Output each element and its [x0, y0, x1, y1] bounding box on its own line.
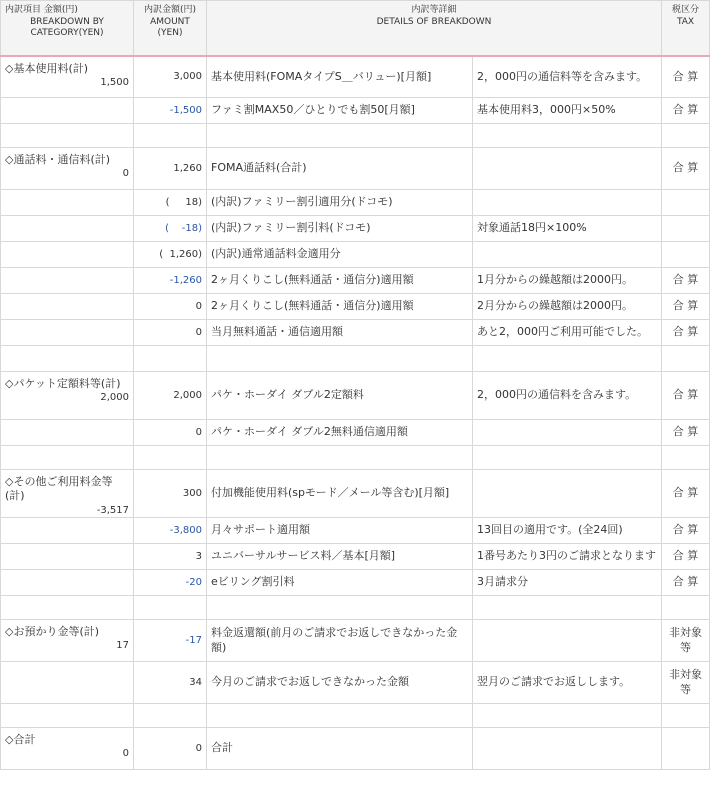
- blank-cell: [473, 446, 662, 470]
- detail-cell: 月々サポート適用額: [207, 518, 473, 544]
- blank-cell: [1, 596, 134, 620]
- category-cell: [1, 148, 134, 190]
- detail-note-cell: 1番号あたり3円のご請求となります: [473, 544, 662, 570]
- tax-cell: 合 算: [662, 470, 710, 518]
- spacer-row: [1, 346, 710, 372]
- header-amount-line: 内訳金額(円): [143, 5, 197, 15]
- amount-cell: 0: [134, 728, 207, 770]
- category-total: 0: [122, 168, 129, 180]
- header-category-line: 内訳項目 金額(円): [5, 5, 78, 15]
- blank-cell: [1, 446, 134, 470]
- blank-cell: [207, 704, 473, 728]
- detail-cell: 2ヶ月くりこし(無料通話・通信分)適用額: [207, 294, 473, 320]
- tax-cell: 合 算: [662, 56, 710, 98]
- header-amount-line: (YEN): [157, 28, 183, 39]
- blank-cell: [207, 346, 473, 372]
- category-cell: [1, 56, 134, 98]
- spacer-row: [1, 446, 710, 470]
- category-total: 1,500: [100, 76, 129, 88]
- tax-cell: 合 算: [662, 518, 710, 544]
- amount-cell: -3,800: [134, 518, 207, 544]
- table-header-row: [1, 1, 710, 56]
- category-cell: [1, 294, 134, 320]
- amount-cell: -20: [134, 570, 207, 596]
- blank-cell: [1, 704, 134, 728]
- category-cell: [1, 420, 134, 446]
- table-row: [1, 518, 710, 544]
- detail-note-cell: [473, 470, 662, 518]
- amount-cell: 1,260: [134, 148, 207, 190]
- table-row: [1, 420, 710, 446]
- category-total: 0: [122, 748, 129, 760]
- table-row: [1, 320, 710, 346]
- blank-cell: [473, 346, 662, 372]
- table-row: [1, 148, 710, 190]
- detail-note-cell: 13回目の適用です。(全24回): [473, 518, 662, 544]
- blank-cell: [1, 124, 134, 148]
- detail-cell: 当月無料通話・通信適用額: [207, 320, 473, 346]
- category-label: ◇基本使用料(計): [5, 61, 89, 75]
- table-row: [1, 268, 710, 294]
- blank-cell: [662, 704, 710, 728]
- blank-cell: [473, 596, 662, 620]
- tax-cell: 非対象等: [662, 620, 710, 662]
- detail-note-cell: あと2，000円ご利用可能でした。: [473, 320, 662, 346]
- detail-note-cell: 2月分からの繰越額は2000円。: [473, 294, 662, 320]
- detail-note-cell: 3月請求分: [473, 570, 662, 596]
- blank-cell: [134, 596, 207, 620]
- category-label: ◇パケット定額料等(計): [5, 377, 121, 390]
- blank-cell: [1, 346, 134, 372]
- tax-cell: 非対象等: [662, 662, 710, 704]
- tax-cell: 合 算: [662, 268, 710, 294]
- tax-cell: [662, 216, 710, 242]
- category-cell: [1, 372, 134, 420]
- tax-cell: 合 算: [662, 372, 710, 420]
- blank-cell: [134, 346, 207, 372]
- category-label: ◇合計: [5, 733, 36, 746]
- category-total: -3,517: [96, 504, 129, 516]
- detail-cell: 今月のご請求でお返しできなかった金額: [207, 662, 473, 704]
- table-row: [1, 56, 710, 98]
- detail-note-cell: 基本使用料3，000円×50%: [473, 98, 662, 124]
- detail-cell: FOMA通話料(合計): [207, 148, 473, 190]
- amount-cell: -1,260: [134, 268, 207, 294]
- category-label: ◇通話料・通信料(計): [5, 153, 111, 166]
- spacer-row: [1, 124, 710, 148]
- table-row: [1, 372, 710, 420]
- header-tax: [662, 1, 710, 56]
- amount-cell: -1,500: [134, 98, 207, 124]
- blank-cell: [662, 124, 710, 148]
- category-cell: [1, 320, 134, 346]
- table-row: [1, 728, 710, 770]
- amount-cell: 0: [134, 294, 207, 320]
- blank-cell: [662, 596, 710, 620]
- header-tax-line: TAX: [676, 16, 695, 27]
- amount-cell: 0: [134, 420, 207, 446]
- detail-cell: 料金返還額(前月のご請求でお返しできなかった金額): [207, 620, 473, 662]
- spacer-row: [1, 704, 710, 728]
- header-detail-line: 内訳等詳細: [411, 5, 457, 15]
- amount-cell: ( 1,260): [134, 242, 207, 268]
- detail-cell: (内訳)通常通話料金適用分: [207, 242, 473, 268]
- category-label: ◇お預かり金等(計): [5, 625, 100, 638]
- blank-cell: [662, 346, 710, 372]
- blank-cell: [207, 124, 473, 148]
- detail-note-cell: 翌月のご請求でお返しします。: [473, 662, 662, 704]
- amount-cell: ( 18): [134, 190, 207, 216]
- detail-cell: 付加機能使用料(spモード／メール等含む)[月額]: [207, 470, 473, 518]
- tax-cell: [662, 190, 710, 216]
- category-cell: [1, 570, 134, 596]
- tax-cell: 合 算: [662, 420, 710, 446]
- tax-cell: [662, 242, 710, 268]
- blank-cell: [473, 704, 662, 728]
- tax-cell: 合 算: [662, 98, 710, 124]
- category-cell: [1, 620, 134, 662]
- tax-cell: [662, 728, 710, 770]
- category-cell: [1, 544, 134, 570]
- detail-note-cell: [473, 242, 662, 268]
- header-amount: [134, 1, 207, 56]
- blank-cell: [473, 124, 662, 148]
- detail-note-cell: 対象通話18円×100%: [473, 216, 662, 242]
- detail-note-cell: [473, 620, 662, 662]
- category-total: 17: [116, 640, 129, 652]
- detail-cell: eビリング割引料: [207, 570, 473, 596]
- table-row: [1, 294, 710, 320]
- amount-cell: -17: [134, 620, 207, 662]
- table-row: [1, 570, 710, 596]
- blank-cell: [207, 446, 473, 470]
- tax-cell: 合 算: [662, 320, 710, 346]
- detail-cell: 合計: [207, 728, 473, 770]
- blank-cell: [662, 446, 710, 470]
- table-row: [1, 216, 710, 242]
- blank-cell: [134, 446, 207, 470]
- detail-note-cell: [473, 728, 662, 770]
- detail-cell: ユニバーサルサービス料／基本[月額]: [207, 544, 473, 570]
- amount-cell: ( -18): [134, 216, 207, 242]
- table-row: [1, 98, 710, 124]
- table-row: [1, 190, 710, 216]
- header-detail: [207, 1, 662, 56]
- blank-cell: [134, 704, 207, 728]
- tax-cell: 合 算: [662, 294, 710, 320]
- category-cell: [1, 470, 134, 518]
- category-total: 2,000: [100, 392, 129, 404]
- amount-cell: 300: [134, 470, 207, 518]
- category-cell: [1, 662, 134, 704]
- category-cell: [1, 728, 134, 770]
- category-cell: [1, 518, 134, 544]
- table-row: [1, 620, 710, 662]
- table-row: [1, 470, 710, 518]
- category-cell: [1, 242, 134, 268]
- detail-note-cell: 1月分からの繰越額は2000円。: [473, 268, 662, 294]
- detail-cell: (内訳)ファミリー割引適用分(ドコモ): [207, 190, 473, 216]
- detail-note-cell: [473, 148, 662, 190]
- detail-cell: 2ヶ月くりこし(無料通話・通信分)適用額: [207, 268, 473, 294]
- header-amount-line: AMOUNT: [150, 16, 190, 27]
- detail-cell: 基本使用料(FOMAタイプS＿バリュー)[月額]: [207, 56, 473, 98]
- category-label: ◇その他ご利用料金等(計): [5, 475, 113, 503]
- tax-cell: 合 算: [662, 570, 710, 596]
- amount-cell: 3: [134, 544, 207, 570]
- blank-cell: [134, 124, 207, 148]
- table-row: [1, 544, 710, 570]
- table-row: [1, 662, 710, 704]
- detail-note-cell: 2，000円の通信料等を含みます。: [473, 56, 662, 98]
- detail-cell: ファミ割MAX50／ひとりでも割50[月額]: [207, 98, 473, 124]
- amount-cell: 34: [134, 662, 207, 704]
- category-cell: [1, 190, 134, 216]
- detail-cell: パケ・ホーダイ ダブル2無料通信適用額: [207, 420, 473, 446]
- header-category-line: CATEGORY(YEN): [30, 28, 104, 39]
- category-cell: [1, 216, 134, 242]
- tax-cell: 合 算: [662, 148, 710, 190]
- header-tax-line: 税区分: [672, 5, 700, 15]
- tax-cell: 合 算: [662, 544, 710, 570]
- blank-cell: [207, 596, 473, 620]
- detail-note-cell: 2，000円の通信料を含みます。: [473, 372, 662, 420]
- detail-cell: パケ・ホーダイ ダブル2定額料: [207, 372, 473, 420]
- spacer-row: [1, 596, 710, 620]
- amount-cell: 2,000: [134, 372, 207, 420]
- category-cell: [1, 268, 134, 294]
- detail-note-cell: [473, 190, 662, 216]
- table-row: [1, 242, 710, 268]
- amount-cell: 0: [134, 320, 207, 346]
- detail-cell: (内訳)ファミリー割引料(ドコモ): [207, 216, 473, 242]
- header-category-line: BREAKDOWN BY: [30, 16, 104, 27]
- header-category: [1, 1, 134, 56]
- table-body: [1, 56, 710, 770]
- amount-cell: 3,000: [134, 56, 207, 98]
- header-detail-line: DETAILS OF BREAKDOWN: [376, 16, 492, 27]
- detail-note-cell: [473, 420, 662, 446]
- category-cell: [1, 98, 134, 124]
